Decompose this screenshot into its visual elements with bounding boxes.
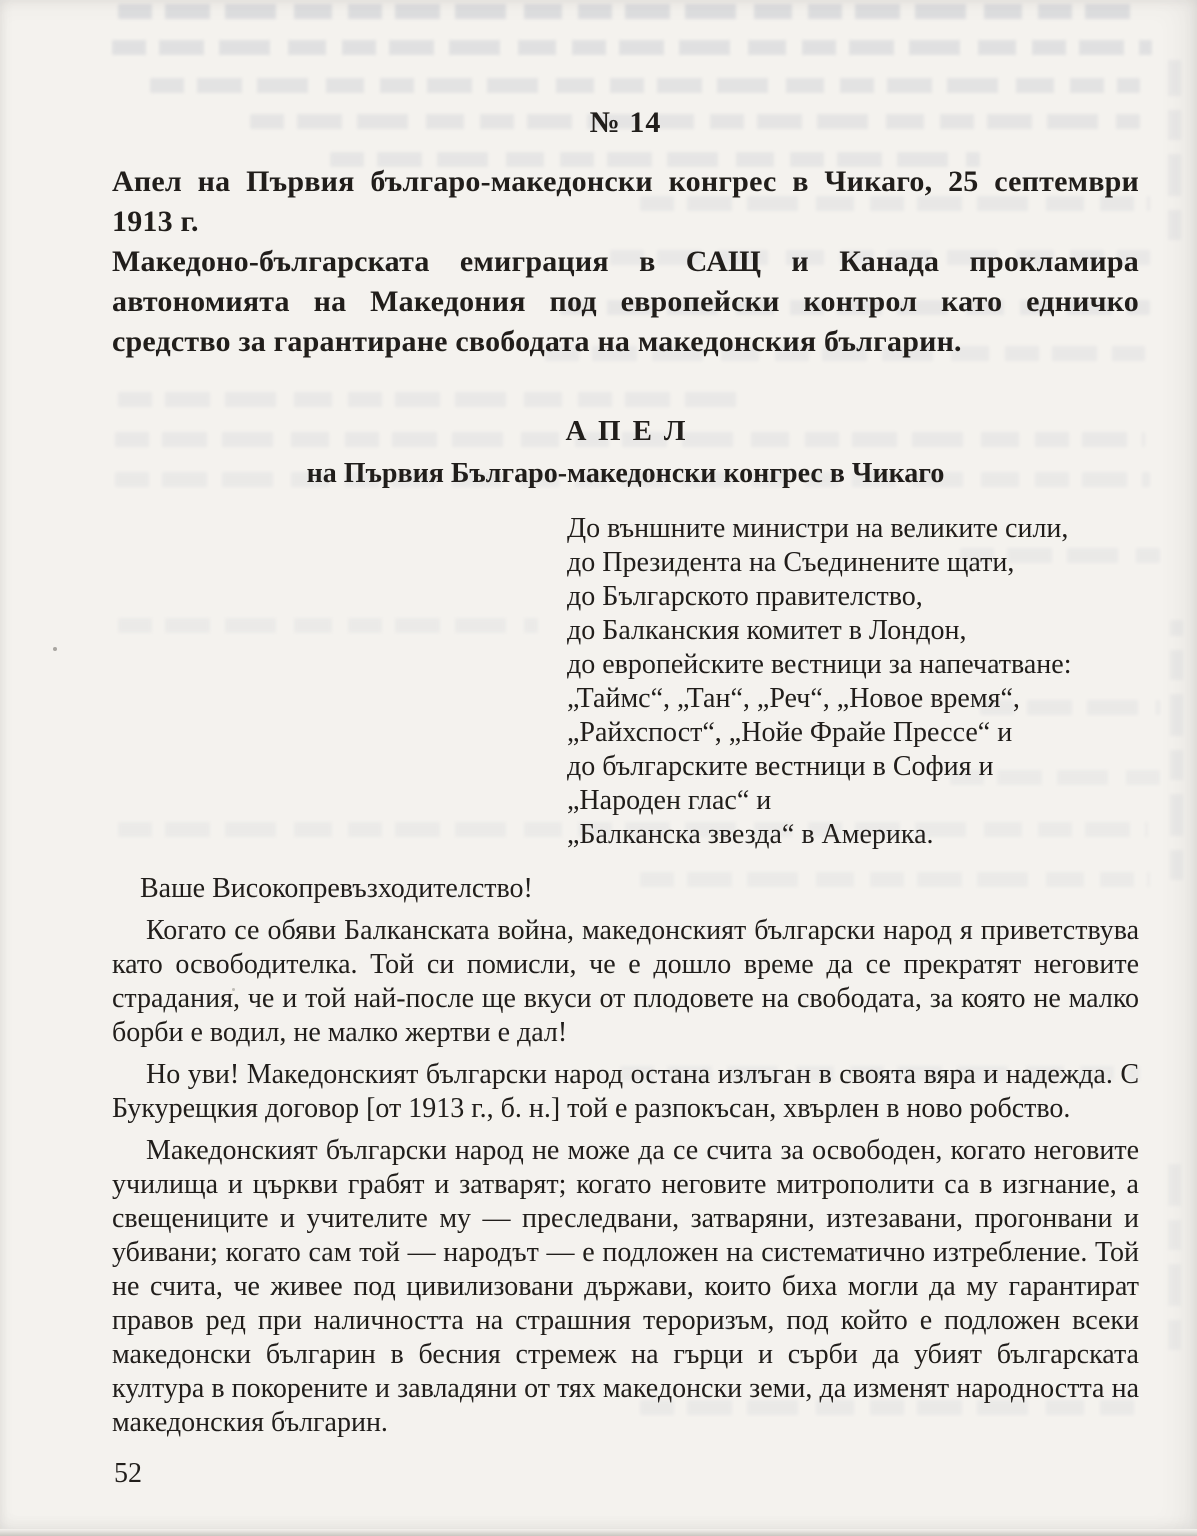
document-number: № 14 [589, 106, 662, 139]
body-paragraph-2: Но уви! Македонският български народ остана излъган в своята вяра и надежда. С Букурещкия договор [от 1913 г., б. н.] той е разпокъсан, хвърлен в ново робство. [112, 1059, 1139, 1124]
addressee-line: До външните министри на великите сили, [567, 513, 1069, 544]
addressee-list [567, 512, 1139, 852]
addressee-line: до Президента на Съединените щати, [567, 547, 1015, 578]
addressee-line: „Таймс“, „Тан“, „Реч“, „Новое время“, [567, 683, 1020, 714]
addressee-line: до Българското правителство, [567, 581, 923, 612]
body-paragraph-1: Когато се обяви Балканската война, македонският български народ я приветствува като освободителка. Той си помисли, че е дошло време да се прекратят неговите страдания, че и той най-после ще вкуси от плодовете на свободата, за която не малко борби е водил, не малко жертви е дал! [112, 915, 1139, 1048]
page-number: 52 [114, 1458, 142, 1489]
addressee-line: до Балканския комитет в Лондон, [567, 615, 967, 646]
addressee-line: „Балканска звезда“ в Америка. [567, 819, 934, 850]
appeal-title: АПЕЛ [565, 415, 698, 447]
salutation: Ваше Високопревъзходителство! [140, 873, 533, 904]
page-bottom-edge [0, 1529, 1197, 1536]
addressee-line: до българските вестници в София и [567, 751, 994, 782]
body-paragraph-3: Македонският български народ не може да се счита за освободен, когато неговите училища и църкви грабят и затварят; когато неговите митрополити са в изгнание, а свещениците и учителите му — преследвани, затваряни, изтезавани, прогонвани и убивани; когато сам той — народът — е подложен на систематично изтребление. Той не счита, че живее под цивилизовани държави, които биха могли да му гарантират правов ред при наличността на страшния тероризъм, под който е подложен всеки македонски българин в бесния стремеж на гърци и сърби да убият българската култура в покорените и завладяни от тях македонски земи, да изменят народността на македонския българин. [112, 1135, 1139, 1438]
document-heading-line-1: Апел на Първия българо-македонски конгрес в Чикаго, 25 септември 1913 г. [112, 165, 1139, 238]
addressee-line: „Народен глас“ и [567, 785, 772, 816]
addressee-line: „Райхспост“, „Нойе Фрайе Прессе“ и [567, 717, 1013, 748]
document-heading-line-2: Македоно-българската емиграция в САЩ и Канада прокламира автономията на Македония под европейски контрол като едничко средство за гарантиране свободата на македонския българин. [112, 245, 1139, 358]
appeal-subtitle: на Първия Българо-македонски конгрес в Чикаго [306, 458, 945, 489]
addressee-line: до европейските вестници за напечатване: [567, 649, 1072, 680]
